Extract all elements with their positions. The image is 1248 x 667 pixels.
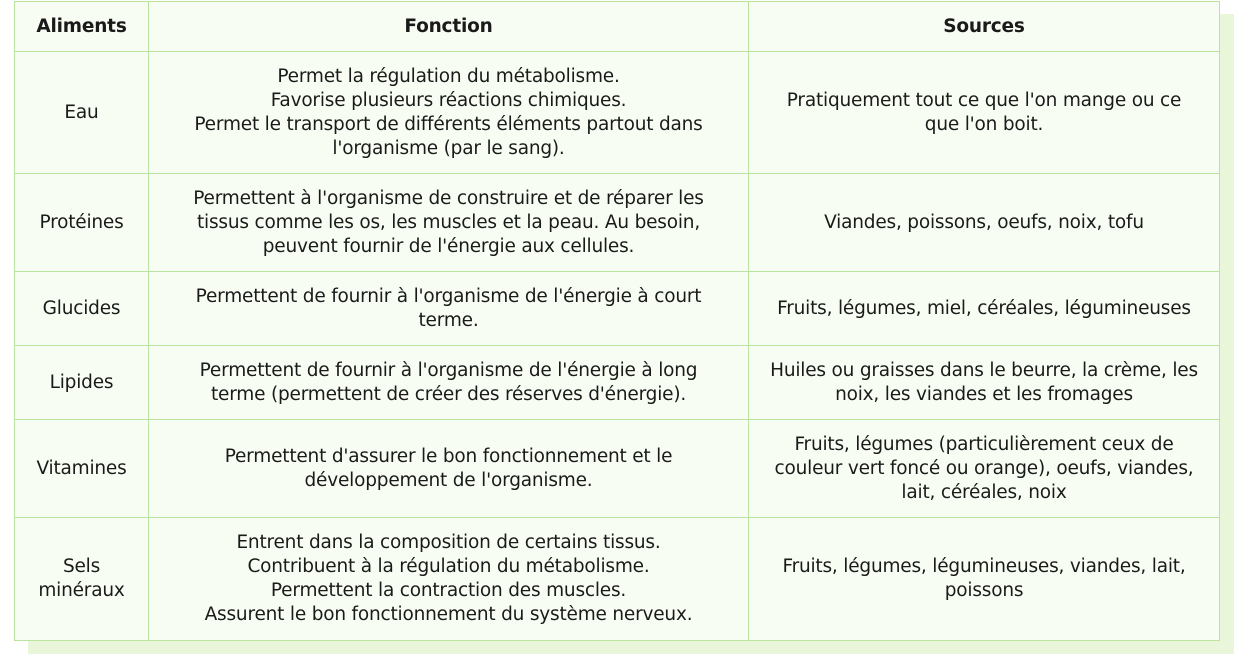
- cell-line: minéraux: [38, 580, 125, 601]
- sources-cell: [749, 174, 1220, 272]
- table-row: [15, 174, 1220, 272]
- table-row: [15, 518, 1220, 641]
- cell-line: Permettent de fournir à l'organisme de l'énergie à court: [195, 285, 702, 307]
- nutrients-table: [14, 1, 1220, 641]
- cell-line: Protéines: [39, 211, 124, 233]
- table-row: [15, 346, 1220, 420]
- aliment-cell: [15, 420, 149, 518]
- cell-line: Fruits, légumes, miel, céréales, légumineuses: [777, 297, 1191, 319]
- fonction-cell: [149, 346, 749, 420]
- sources-cell: [749, 272, 1220, 346]
- cell-line: Eau: [64, 101, 99, 123]
- header-fonction: Fonction: [149, 2, 749, 52]
- cell-line: peuvent fournir de l'énergie aux cellules.: [262, 235, 635, 257]
- sources-cell: [749, 52, 1220, 174]
- table-row: [15, 420, 1220, 518]
- cell-line: que l'on boit.: [924, 113, 1044, 135]
- cell-line: Viandes, poissons, oeufs, noix, tofu: [824, 211, 1144, 233]
- cell-line: Permettent d'assurer le bon fonctionnement et le: [224, 445, 673, 467]
- cell-line: développement de l'organisme.: [304, 469, 593, 491]
- cell-line: Favorise plusieurs réactions chimiques.: [270, 89, 627, 111]
- fonction-cell: [149, 272, 749, 346]
- fonction-cell: [149, 174, 749, 272]
- cell-line: Permet le transport de différents éléments partout dans: [194, 113, 703, 135]
- cell-line: Glucides: [42, 297, 121, 319]
- cell-line: Fruits, légumes, légumineuses, viandes, lait,: [782, 556, 1186, 577]
- cell-line: Sels: [62, 556, 101, 577]
- cell-line: Fruits, légumes (particulièrement ceux de: [794, 433, 1174, 455]
- aliment-cell: [15, 272, 149, 346]
- fonction-cell: [149, 518, 749, 641]
- cell-line: poissons: [944, 580, 1024, 601]
- cell-line: tissus comme les os, les muscles et la peau. Au besoin,: [196, 211, 701, 233]
- table-row: [15, 272, 1220, 346]
- cell-line: l'organisme (par le sang).: [332, 137, 565, 159]
- sources-cell: [749, 518, 1220, 641]
- table-header-row: [15, 2, 1220, 52]
- cell-line: terme.: [418, 309, 479, 331]
- cell-line: Permettent la contraction des muscles.: [270, 580, 627, 601]
- cell-line: Vitamines: [36, 457, 127, 479]
- header-sources: Sources: [749, 2, 1220, 52]
- aliment-cell: [15, 346, 149, 420]
- aliment-cell: [15, 52, 149, 174]
- cell-line: Huiles ou graisses dans le beurre, la crème, les: [770, 359, 1198, 381]
- aliment-cell: [15, 518, 149, 641]
- cell-line: Assurent le bon fonctionnement du système nerveux.: [204, 604, 693, 625]
- aliment-cell: [15, 174, 149, 272]
- cell-line: Permettent à l'organisme de construire et de réparer les: [193, 187, 704, 209]
- sources-cell: [749, 346, 1220, 420]
- cell-line: Permettent de fournir à l'organisme de l'énergie à long: [199, 359, 698, 381]
- cell-line: noix, les viandes et les fromages: [835, 383, 1133, 405]
- cell-line: Contribuent à la régulation du métabolisme.: [247, 556, 650, 577]
- cell-line: Pratiquement tout ce que l'on mange ou ce: [786, 89, 1182, 111]
- cell-line: Entrent dans la composition de certains tissus.: [236, 532, 661, 553]
- cell-line: couleur vert foncé ou orange), oeufs, viandes,: [774, 457, 1194, 479]
- cell-line: terme (permettent de créer des réserves d'énergie).: [210, 383, 687, 405]
- cell-line: Lipides: [49, 371, 114, 393]
- header-aliments: Aliments: [15, 2, 149, 52]
- fonction-cell: [149, 420, 749, 518]
- table-row: [15, 52, 1220, 174]
- cell-line: lait, céréales, noix: [901, 481, 1067, 503]
- cell-line: Permet la régulation du métabolisme.: [277, 65, 620, 87]
- fonction-cell: [149, 52, 749, 174]
- nutrients-table-container: [14, 1, 1219, 640]
- sources-cell: [749, 420, 1220, 518]
